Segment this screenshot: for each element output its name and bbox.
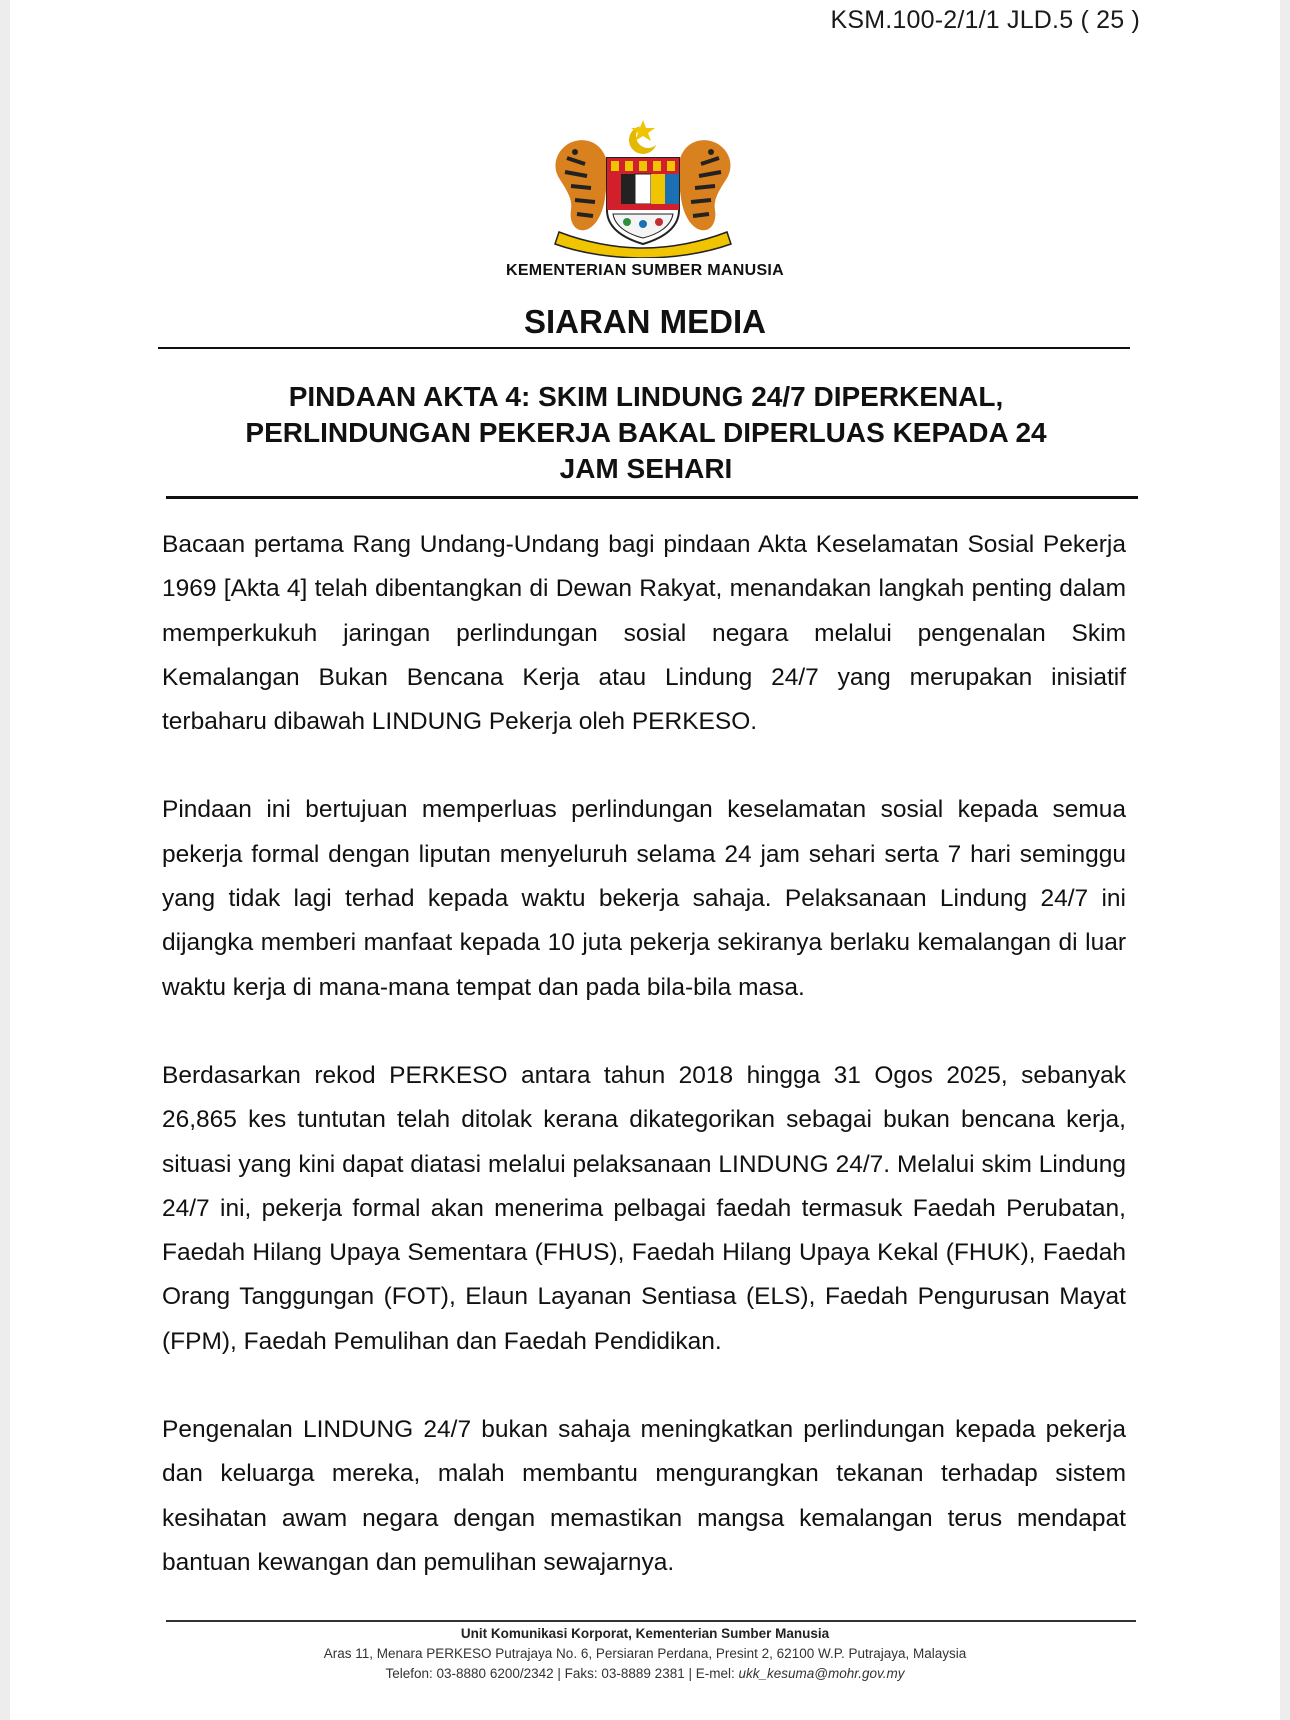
malaysia-coat-of-arms-icon xyxy=(545,118,741,258)
headline-line-3: JAM SEHARI xyxy=(559,453,733,484)
paragraph-3: Berdasarkan rekod PERKESO antara tahun 2018 hingga 31 Ogos 2025, sebanyak 26,865 kes tuntutan telah ditolak kerana dikategorikan sebagai bukan bencana kerja, situasi yang kini dapat diatasi melalui pelaksanaan LINDUNG 24/7. Melalui skim Lindung 24/7 ini, pekerja formal akan menerima pelbagai faedah termasuk Faedah Perubatan, Faedah Hilang Upaya Sementara (FHUS), Faedah Hilang Upaya Kekal (FHUK), Faedah Orang Tanggungan (FOT), Elaun Layanan Sentiasa (ELS), Faedah Pengurusan Mayat (FPM), Faedah Pemulihan dan Faedah Pendidikan. xyxy=(162,1061,1126,1355)
document-type-heading: SIARAN MEDIA xyxy=(523,303,766,340)
footer-unit: Unit Komunikasi Korporat, Kementerian Sumber Manusia xyxy=(460,1626,830,1641)
divider-footer xyxy=(166,1620,1136,1622)
paragraph-1: Bacaan pertama Rang Undang-Undang bagi pindaan Akta Keselamatan Sosial Pekerja 1969 [Akta 4] telah dibentangkan di Dewan Rakyat, menandakan langkah penting dalam memperkukuh jaringan perlindungan sosial negara melalui pengenalan Skim Kemalangan Bukan Bencana Kerja atau Lindung 24/7 yang merupakan inisiatif terbaharu dibawah LINDUNG Pekerja oleh PERKESO. xyxy=(162,531,1126,736)
page-margin-left xyxy=(0,0,10,1720)
footer-email-link[interactable]: ukk_kesuma@mohr.gov.my xyxy=(738,1666,905,1681)
footer-contact-text: Telefon: 03-8880 6200/2342 | Faks: 03-8889 2381 | E-mel: xyxy=(385,1666,739,1681)
headline-line-1: PINDAAN AKTA 4: SKIM LINDUNG 24/7 DIPERKENAL, xyxy=(288,381,1004,412)
body-text xyxy=(162,523,1126,1629)
divider-headline xyxy=(166,496,1138,499)
paragraph-4: Pengenalan LINDUNG 24/7 bukan sahaja meningkatkan perlindungan kepada pekerja dan keluarga mereka, malah membantu mengurangkan tekanan terhadap sistem kesihatan awam negara dengan memastikan mangsa kemalangan terus mendapat bantuan kewangan dan pemulihan sewajarnya. xyxy=(162,1416,1126,1576)
footer-contact xyxy=(0,1664,1290,1684)
headline xyxy=(160,379,1132,487)
footer-address: Aras 11, Menara PERKESO Putrajaya No. 6, Persiaran Perdana, Presint 2, 62100 W.P. Putrajaya, Malaysia xyxy=(323,1646,967,1661)
divider-top xyxy=(158,347,1130,349)
ministry-name: KEMENTERIAN SUMBER MANUSIA xyxy=(505,262,785,279)
headline-line-2: PERLINDUNGAN PEKERJA BAKAL DIPERLUAS KEPADA 24 xyxy=(245,417,1047,448)
paragraph-2: Pindaan ini bertujuan memperluas perlindungan keselamatan sosial kepada semua pekerja formal dengan liputan menyeluruh selama 24 jam sehari serta 7 hari seminggu yang tidak lagi terhad kepada waktu bekerja sahaja. Pelaksanaan Lindung 24/7 ini dijangka memberi manfaat kepada 10 juta pekerja sekiranya berlaku kemalangan di luar waktu kerja di mana-mana tempat dan pada bila-bila masa. xyxy=(162,796,1126,1001)
footer xyxy=(0,1624,1290,1684)
reference-number: KSM.100-2/1/1 JLD.5 ( 25 ) xyxy=(830,6,1140,34)
page-margin-right xyxy=(1280,0,1290,1720)
